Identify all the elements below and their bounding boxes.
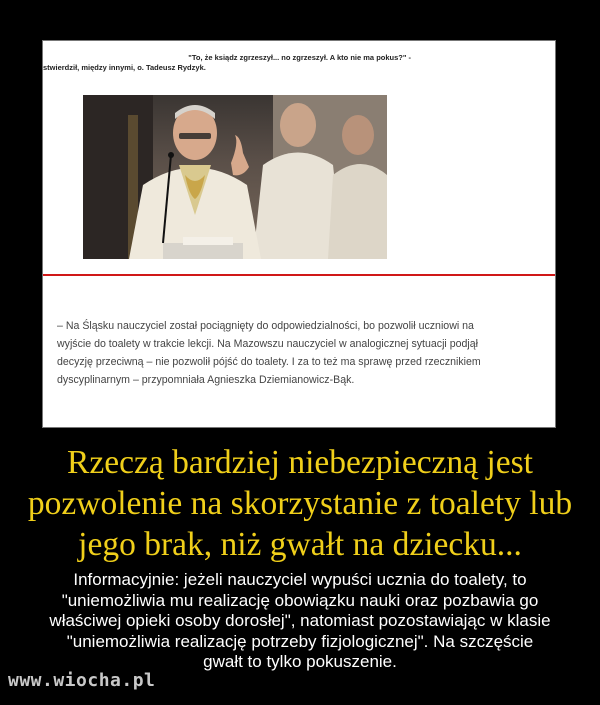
priest-photo xyxy=(83,95,387,259)
article-screenshot xyxy=(42,40,556,428)
headline-line: jego brak, niż gwałt na dziecku... xyxy=(78,526,522,563)
article-quote xyxy=(57,317,547,389)
site-watermark: www.wiocha.pl xyxy=(8,670,156,691)
accent-divider xyxy=(43,274,556,276)
photo-caption xyxy=(43,53,413,73)
headline-line: pozwolenie na skorzystanie z toalety lub xyxy=(27,485,573,522)
headline-line: Rzeczą bardziej niebezpieczną jest xyxy=(67,444,533,481)
demotivator-body xyxy=(0,570,600,673)
body-line: "uniemożliwia mu realizację obowiązku nauki oraz pozbawia go xyxy=(61,590,539,610)
body-line: "uniemożliwia realizację potrzeby fizjologicznej". Na szczęście xyxy=(66,631,534,651)
body-line: właściwej opieki osoby dorosłej", natomiast pozostawiając w klasie xyxy=(49,611,551,630)
body-line: gwałt to tylko pokuszenie. xyxy=(203,652,397,671)
quote-line: decyzję przeciwną – nie pozwolił pójść do toalety. I za to też ma sprawę przed rzecznikiem xyxy=(57,356,481,368)
demotivator-headline xyxy=(0,442,600,565)
quote-line: wyjście do toalety w trakcie lekcji. Na Mazowszu nauczyciel w analogicznej sytuacji podjął xyxy=(57,338,478,350)
quote-line: dyscyplinarnym – przypomniała Agnieszka Dziemianowicz-Bąk. xyxy=(57,374,355,386)
body-line: Informacyjnie: jeżeli nauczyciel wypuści ucznia do toalety, to xyxy=(73,570,527,589)
caption-line: "To, że ksiądz zgrzeszył... no zgrzeszył. A kto nie ma pokus?" - xyxy=(188,53,411,62)
quote-line: – Na Śląsku nauczyciel został pociągnięty do odpowiedzialności, bo pozwolił uczniowi na xyxy=(57,320,474,332)
caption-line: stwierdził, między innymi, o. Tadeusz Rydzyk. xyxy=(43,63,206,72)
